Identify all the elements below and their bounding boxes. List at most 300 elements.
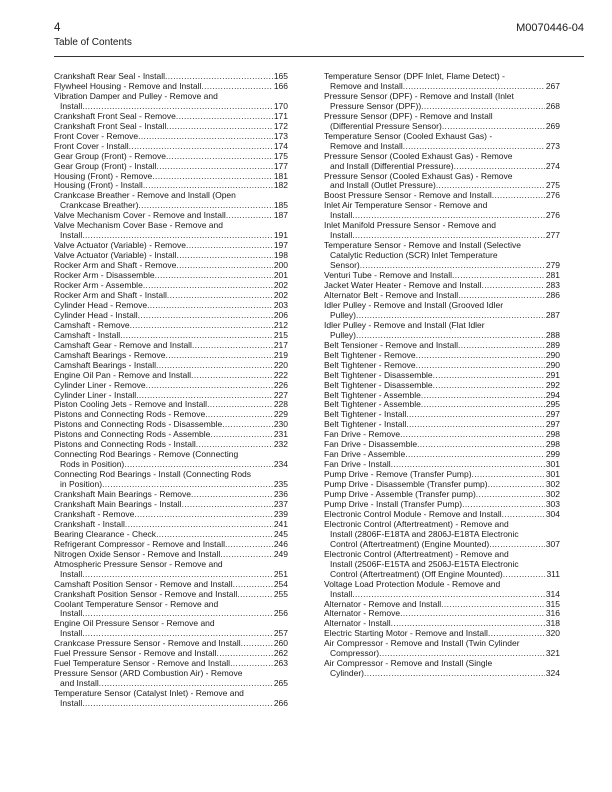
toc-page-number: 291 xyxy=(545,369,560,380)
toc-entry-title: Belt Tightener - Remove xyxy=(324,359,416,370)
toc-entry-title: Boost Pressure Sensor - Remove and Install xyxy=(324,190,492,201)
toc-entry-title: Crankshaft Main Bearings - Install xyxy=(54,498,182,509)
toc-entry-title: Rocker Arm and Shaft - Remove xyxy=(54,260,177,271)
toc-entry-title: Remove and Install xyxy=(330,140,403,151)
toc-entry-title: Front Cover - Install xyxy=(54,140,129,151)
dot-leader xyxy=(416,361,545,371)
toc-entry-title: Catalytic Reduction (SCR) Inlet Temperature xyxy=(330,250,498,261)
toc-entry[interactable] xyxy=(324,201,560,221)
toc-page-number: 191 xyxy=(273,230,288,241)
dot-leader xyxy=(192,341,273,351)
toc-entry-title: Pistons and Connecting Rods - Assemble xyxy=(54,429,211,440)
toc-page-number: 232 xyxy=(273,439,288,450)
toc-entry-title: and Install (Differential Pressure) xyxy=(330,160,454,171)
toc-page-number: 237 xyxy=(273,498,288,509)
toc-column-left xyxy=(54,72,288,709)
toc-page-number: 290 xyxy=(545,359,560,370)
toc-entry-title: Control (Aftertreatment) (Off Engine Mounted) xyxy=(330,568,503,579)
toc-column-right xyxy=(324,72,560,679)
dot-leader xyxy=(82,699,273,709)
toc-entry-title: Crankshaft - Install xyxy=(54,518,125,529)
toc-entry-title: Housing (Front) - Remove xyxy=(54,170,153,181)
toc-entry[interactable] xyxy=(324,112,560,132)
toc-page-number: 174 xyxy=(273,140,288,151)
toc-entry[interactable] xyxy=(324,172,560,192)
toc-entry-title: Crankshaft Position Sensor - Remove and Install xyxy=(54,588,238,599)
toc-entry-title: Rods in Position) xyxy=(60,459,125,470)
toc-page-number: 257 xyxy=(273,628,288,639)
toc-page-number: 298 xyxy=(545,429,560,440)
dot-leader xyxy=(476,490,545,500)
toc-page-number: 297 xyxy=(545,409,560,420)
toc-entry-title: Belt Tightener - Disassemble xyxy=(324,379,433,390)
toc-page-number: 260 xyxy=(273,638,288,649)
toc-page-number: 198 xyxy=(273,250,288,261)
toc-entry-title: Front Cover - Remove xyxy=(54,130,139,141)
toc-entry-title: Camshaft Bearings - Install xyxy=(54,359,157,370)
toc-entry-title: Refrigerant Compressor - Remove and Install xyxy=(54,538,226,549)
toc-page-number: 235 xyxy=(273,479,288,490)
toc-page-number: 230 xyxy=(273,419,288,430)
toc-entry[interactable] xyxy=(54,689,288,709)
toc-entry[interactable] xyxy=(54,221,288,241)
dot-leader xyxy=(166,152,273,162)
toc-entry-title: Engine Oil Pressure Sensor - Remove and xyxy=(54,618,215,629)
dot-leader xyxy=(458,341,545,351)
toc-page-number: 197 xyxy=(273,240,288,251)
toc-page-number: 295 xyxy=(545,399,560,410)
toc-entry-title: Rocker Arm and Shaft - Install xyxy=(54,289,167,300)
toc-entry[interactable] xyxy=(54,600,288,620)
toc-page-number: 275 xyxy=(545,180,560,191)
dot-leader xyxy=(167,291,273,301)
toc-entry-title: Crankcase Breather) xyxy=(60,200,139,211)
toc-page-number: 202 xyxy=(273,289,288,300)
toc-page-number: 187 xyxy=(273,210,288,221)
toc-page-number: 301 xyxy=(545,469,560,480)
dot-leader xyxy=(155,271,273,281)
dot-leader xyxy=(138,132,273,142)
toc-page-number: 283 xyxy=(545,280,560,291)
toc-page-number: 170 xyxy=(273,100,288,111)
toc-page-number: 217 xyxy=(273,339,288,350)
page-number: 4 xyxy=(54,22,61,34)
toc-entry-title: Install xyxy=(60,568,83,579)
dot-leader xyxy=(433,381,545,391)
toc-entry[interactable] xyxy=(324,550,560,580)
toc-entry-title: and Install xyxy=(60,678,99,689)
toc-page-number: 287 xyxy=(545,309,560,320)
toc-entry-title: Fuel Pressure Sensor - Remove and Install xyxy=(54,648,217,659)
dot-leader xyxy=(191,490,273,500)
toc-entry-title: Pump Drive - Disassemble (Transfer pump) xyxy=(324,479,488,490)
toc-entry[interactable] xyxy=(324,152,560,172)
toc-entry[interactable] xyxy=(324,520,560,550)
toc-page-number: 246 xyxy=(273,538,288,549)
toc-page-number: 265 xyxy=(273,678,288,689)
toc-page-number: 307 xyxy=(545,538,560,549)
dot-leader xyxy=(416,351,545,361)
dot-leader xyxy=(225,540,273,550)
toc-entry-title: Venturi Tube - Remove and Install xyxy=(324,270,453,281)
toc-entry-title: Belt Tightener - Assemble xyxy=(324,399,421,410)
dot-leader xyxy=(177,251,273,261)
dot-leader xyxy=(492,191,545,201)
toc-entry-title: Install xyxy=(60,608,83,619)
toc-page-number: 297 xyxy=(545,419,560,430)
dot-leader xyxy=(421,391,545,401)
toc-entry-title: Cylinder Liner - Install xyxy=(54,389,137,400)
toc-page-number: 229 xyxy=(273,409,288,420)
toc-entry-title: Install xyxy=(60,100,83,111)
toc-page-number: 239 xyxy=(273,508,288,519)
toc-page-number: 241 xyxy=(273,518,288,529)
toc-entry[interactable] xyxy=(324,92,560,112)
toc-page-number: 320 xyxy=(545,628,560,639)
toc-entry-title: Sensor) xyxy=(330,260,360,271)
toc-page-number: 303 xyxy=(545,498,560,509)
toc-entry-title: Belt Tightener - Disassemble xyxy=(324,369,433,380)
dot-leader xyxy=(481,281,544,291)
toc-page-number: 201 xyxy=(273,270,288,281)
toc-entry-title: Electric Starting Motor - Remove and Install xyxy=(324,628,488,639)
toc-entry-title: Install (2506F-E15TA and 2506J-E15TA Electronic xyxy=(330,558,519,569)
toc-entry-title: Pressure Sensor (DPF)) xyxy=(330,100,422,111)
toc-entry-title: Temperature Sensor (Cooled Exhaust Gas) - xyxy=(324,130,493,141)
dot-leader xyxy=(157,162,273,172)
toc-entry-title: Belt Tightener - Assemble xyxy=(324,389,421,400)
dot-leader xyxy=(237,590,273,600)
toc-page-number: 203 xyxy=(273,299,288,310)
toc-entry-title: Install xyxy=(330,588,353,599)
toc-page-number: 220 xyxy=(273,359,288,370)
dot-leader xyxy=(152,172,273,182)
toc-page-number: 299 xyxy=(545,449,560,460)
toc-entry-title: Install xyxy=(60,698,83,709)
toc-entry-title: Electronic Control (Aftertreatment) - Remove and xyxy=(324,548,509,559)
toc-page-number: 165 xyxy=(273,71,288,81)
toc-entry-title: Piston Cooling Jets - Remove and Install xyxy=(54,399,208,410)
toc-page-number: 231 xyxy=(273,429,288,440)
dot-leader xyxy=(405,450,545,460)
toc-entry-title: Pistons and Connecting Rods - Disassemble xyxy=(54,419,223,430)
toc-entry-title: Pulley) xyxy=(330,309,356,320)
dot-leader xyxy=(220,550,273,560)
toc-entry-title: Fuel Temperature Sensor - Remove and Install xyxy=(54,658,231,669)
toc-entry-title: Alternator Belt - Remove and Install xyxy=(324,289,459,300)
toc-entry-title: Camshaft Bearings - Remove xyxy=(54,349,166,360)
toc-entry-title: Gear Group (Front) - Install xyxy=(54,160,157,171)
toc-page-number: 256 xyxy=(273,608,288,619)
toc-page-number: 288 xyxy=(545,329,560,340)
toc-page-number: 177 xyxy=(273,160,288,171)
toc-page-number: 289 xyxy=(545,339,560,350)
toc-entry-title: Fan Drive - Remove xyxy=(324,429,401,440)
toc-entry-title: Fan Drive - Disassemble xyxy=(324,439,418,450)
toc-page-number: 318 xyxy=(545,618,560,629)
toc-entry-title: Pulley) xyxy=(330,329,356,340)
toc-page-number: 173 xyxy=(273,130,288,141)
toc-page-number: 166 xyxy=(273,80,288,91)
toc-entry-title: Cylinder) xyxy=(330,668,365,679)
toc-entry-title: Temperature Sensor (DPF Inlet, Flame Detect) - xyxy=(324,71,505,81)
toc-page-number: 226 xyxy=(273,379,288,390)
toc-page-number: 290 xyxy=(545,349,560,360)
document-id: M0070446-04 xyxy=(516,22,584,34)
toc-entry-title: Air Compressor - Remove and Install (Single xyxy=(324,658,493,669)
toc-entry-title: Camshaft - Remove xyxy=(54,319,130,330)
toc-entry[interactable] xyxy=(54,470,288,490)
toc-page-number: 286 xyxy=(545,289,560,300)
toc-page-number: 175 xyxy=(273,150,288,161)
toc-entry[interactable] xyxy=(324,659,560,679)
dot-leader xyxy=(233,580,273,590)
dot-leader xyxy=(138,311,273,321)
toc-entry-title: Temperature Sensor (Catalyst Inlet) - Remove and xyxy=(54,688,244,699)
toc-entry-title: Install xyxy=(330,210,353,221)
toc-entry-title: Engine Oil Pan - Remove and Install xyxy=(54,369,192,380)
toc-entry-title: Install xyxy=(330,230,353,241)
toc-entry-title: Pump Drive - Install (Transfer Pump) xyxy=(324,498,463,509)
dot-leader xyxy=(406,420,545,430)
toc-page-number: 314 xyxy=(545,588,560,599)
toc-entry[interactable] xyxy=(54,381,288,391)
toc-page-number: 279 xyxy=(545,260,560,271)
toc-entry-title: Remove and Install xyxy=(330,80,403,91)
toc-entry-title: Camshaft Position Sensor - Remove and Install xyxy=(54,578,233,589)
toc-entry-title: Valve Actuator (Variable) - Install xyxy=(54,250,177,261)
toc-page-number: 206 xyxy=(273,309,288,320)
toc-entry-title: Valve Mechanism Cover Base - Remove and xyxy=(54,220,223,231)
dot-leader xyxy=(433,371,545,381)
section-title: Table of Contents xyxy=(54,37,132,48)
toc-entry[interactable] xyxy=(324,221,560,241)
toc-entry-title: Alternator - Remove and Install xyxy=(324,598,442,609)
toc-entry-title: Crankshaft Rear Seal - Install xyxy=(54,71,166,81)
toc-page-number: 302 xyxy=(545,479,560,490)
toc-entry-title: Camshaft Gear - Remove and Install xyxy=(54,339,192,350)
toc-entry-title: Install xyxy=(60,230,83,241)
toc-entry-title: Pistons and Connecting Rods - Remove xyxy=(54,409,206,420)
toc-page-number: 251 xyxy=(273,568,288,579)
toc-entry-title: in Position) xyxy=(60,479,103,490)
toc-entry-title: Crankshaft Front Seal - Remove xyxy=(54,110,176,121)
toc-entry[interactable] xyxy=(54,191,288,211)
toc-entry-title: Cylinder Head - Install xyxy=(54,309,138,320)
toc-entry-title: Install (2806F-E18TA and 2806J-E18TA Electronic xyxy=(330,528,519,539)
toc-entry-title: Jacket Water Heater - Remove and Install xyxy=(324,280,482,291)
toc-entry-title: Compressor) xyxy=(330,648,380,659)
toc-page-number: 185 xyxy=(273,200,288,211)
toc-entry-title: Pump Drive - Remove (Transfer Pump) xyxy=(324,469,472,480)
dot-leader xyxy=(147,301,273,311)
toc-page-number: 315 xyxy=(545,598,560,609)
toc-page-number: 276 xyxy=(545,190,560,201)
toc-entry-title: Crankcase Pressure Sensor - Remove and Install xyxy=(54,638,241,649)
toc-entry-title: Temperature Sensor - Remove and Install (Selective xyxy=(324,240,522,251)
toc-entry[interactable] xyxy=(324,132,560,152)
toc-entry-title: Belt Tightener - Install xyxy=(324,409,407,420)
toc-page-number: 228 xyxy=(273,399,288,410)
toc-page-number: 245 xyxy=(273,528,288,539)
toc-entry-title: Pressure Sensor (Cooled Exhaust Gas) - Remove xyxy=(324,170,513,181)
toc-entry[interactable] xyxy=(324,381,560,391)
toc-entry[interactable] xyxy=(54,560,288,580)
toc-entry-title: Electronic Control (Aftertreatment) - Remove and xyxy=(324,518,509,529)
dot-leader xyxy=(488,480,545,490)
toc-page-number: 321 xyxy=(545,648,560,659)
toc-entry-title: Fan Drive - Install xyxy=(324,459,391,470)
toc-entry-title: Crankcase Breather - Remove and Install (Open xyxy=(54,190,236,201)
dot-leader xyxy=(176,261,272,271)
toc-page-number: 266 xyxy=(273,698,288,709)
toc-page-number: 269 xyxy=(545,120,560,131)
toc-entry-title: Idler Pulley - Remove and Install (Flat Idler xyxy=(324,319,485,330)
toc-entry[interactable] xyxy=(324,72,560,92)
toc-entry-title: Air Compressor - Remove and Install (Twin Cylinder xyxy=(324,638,520,649)
toc-page-number: 294 xyxy=(545,389,560,400)
toc-page-number: 276 xyxy=(545,210,560,221)
toc-page-number: 311 xyxy=(546,568,560,579)
toc-entry-title: Cylinder Head - Remove xyxy=(54,299,148,310)
toc-entry-title: Belt Tensioner - Remove and Install xyxy=(324,339,459,350)
toc-page-number: 222 xyxy=(273,369,288,380)
dot-leader xyxy=(503,570,546,580)
toc-page-number: 262 xyxy=(273,648,288,659)
dot-leader xyxy=(134,510,273,520)
dot-leader xyxy=(406,410,545,420)
toc-entry-title: Gear Group (Front) - Remove xyxy=(54,150,166,161)
toc-entry[interactable] xyxy=(54,450,288,470)
toc-entry[interactable] xyxy=(324,301,560,321)
toc-entry-title: Rocker Arm - Assemble xyxy=(54,280,143,291)
toc-entry[interactable] xyxy=(54,619,288,639)
toc-page-number: 304 xyxy=(545,508,560,519)
toc-entry-title: Connecting Rod Bearings - Remove (Connecting xyxy=(54,449,239,460)
toc-entry-title: Idler Pulley - Remove and Install (Grooved Idler xyxy=(324,299,504,310)
toc-page-number: 316 xyxy=(545,608,560,619)
dot-leader xyxy=(364,669,545,679)
toc-page-number: 301 xyxy=(545,459,560,470)
toc-entry-title: Voltage Load Protection Module - Remove and xyxy=(324,578,501,589)
toc-page-number: 298 xyxy=(545,439,560,450)
toc-page-number: 267 xyxy=(545,80,560,91)
dot-leader xyxy=(130,321,273,331)
toc-page-number: 171 xyxy=(273,110,288,121)
toc-page-number: 236 xyxy=(273,489,288,500)
dot-leader xyxy=(176,112,273,122)
toc-page-number: 255 xyxy=(273,588,288,599)
toc-page-number: 263 xyxy=(273,658,288,669)
dot-leader xyxy=(241,639,273,649)
toc-entry-title: Crankshaft Main Bearings - Remove xyxy=(54,489,192,500)
toc-entry-title: Cylinder Liner - Remove xyxy=(54,379,146,390)
toc-entry[interactable] xyxy=(54,669,288,689)
dot-leader xyxy=(421,400,545,410)
toc-entry-title: Pressure Sensor (DPF) - Remove and Install xyxy=(324,110,493,121)
toc-page-number: 281 xyxy=(545,270,560,281)
dot-leader xyxy=(441,600,545,610)
toc-entry-title: Fan Drive - Assemble xyxy=(324,449,406,460)
toc-entry[interactable] xyxy=(324,321,560,341)
toc-entry-title: Rocker Arm - Disassemble xyxy=(54,270,155,281)
dot-leader xyxy=(186,241,273,251)
toc-page-number: 274 xyxy=(545,160,560,171)
toc-entry-title: Atmospheric Pressure Sensor - Remove and xyxy=(54,558,223,569)
toc-page-number: 234 xyxy=(273,459,288,470)
toc-entry-title: Alternator - Remove xyxy=(324,608,401,619)
toc-page-number: 254 xyxy=(273,578,288,589)
toc-page-number: 268 xyxy=(545,100,560,111)
toc-entry-title: and Install (Outlet Pressure) xyxy=(330,180,436,191)
toc-entry-title: Connecting Rod Bearings - Install (Connecting Rods xyxy=(54,469,252,480)
dot-leader xyxy=(210,430,272,440)
dot-leader xyxy=(182,500,273,510)
toc-entry-title: Flywheel Housing - Remove and Install xyxy=(54,80,202,91)
toc-page-number: 181 xyxy=(273,170,288,181)
dot-leader xyxy=(166,122,272,132)
toc-entry[interactable] xyxy=(324,639,560,659)
toc-entry-title: Nitrogen Oxide Sensor - Remove and Install xyxy=(54,548,221,559)
toc-entry-title: Pressure Sensor (Cooled Exhaust Gas) - Remove xyxy=(324,150,513,161)
toc-page-number: 292 xyxy=(545,379,560,390)
toc-entry-title: Pump Drive - Assemble (Transfer pump) xyxy=(324,489,476,500)
header-divider xyxy=(54,56,584,57)
toc-page-number: 200 xyxy=(273,260,288,271)
toc-entry-title: Valve Actuator (Variable) - Remove xyxy=(54,240,186,251)
toc-page-number: 302 xyxy=(545,489,560,500)
toc-entry-title: Camshaft - Install xyxy=(54,329,121,340)
toc-entry-title: Pressure Sensor (ARD Combustion Air) - Remove xyxy=(54,668,243,679)
toc-entry-title: Valve Mechanism Cover - Remove and Install xyxy=(54,210,226,221)
toc-entry-title: Inlet Manifold Pressure Sensor - Remove and xyxy=(324,220,496,231)
toc-entry-title: Install xyxy=(60,628,83,639)
toc-page-number: 227 xyxy=(273,389,288,400)
toc-entry-title: Bearing Clearance - Check xyxy=(54,528,157,539)
toc-entry-title: Inlet Air Temperature Sensor - Remove and xyxy=(324,200,488,211)
toc-entry-title: Alternator - Install xyxy=(324,618,391,629)
dot-leader xyxy=(166,351,273,361)
toc-page-number: 172 xyxy=(273,120,288,131)
toc-entry-title: Coolant Temperature Sensor - Remove and xyxy=(54,598,219,609)
toc-page-number: 277 xyxy=(545,230,560,241)
toc-entry-title: Crankshaft Front Seal - Install xyxy=(54,120,167,131)
toc-entry-title: Housing (Front) - Install xyxy=(54,180,143,191)
toc-entry-title: Belt Tightener - Install xyxy=(324,419,407,430)
toc-entry-title: Belt Tightener - Remove xyxy=(324,349,416,360)
toc-entry[interactable] xyxy=(324,241,560,271)
toc-page-number: 273 xyxy=(545,140,560,151)
dot-leader xyxy=(146,381,273,391)
dot-leader xyxy=(400,609,545,619)
toc-entry-title: Pressure Sensor (DPF) - Remove and Install (Inlet xyxy=(324,90,514,101)
dot-leader xyxy=(417,440,545,450)
toc-entry[interactable] xyxy=(324,580,560,600)
dot-leader xyxy=(191,371,273,381)
toc-entry-title: Crankshaft - Remove xyxy=(54,508,135,519)
dot-leader xyxy=(222,420,273,430)
toc-entry-title: Pistons and Connecting Rods - Install xyxy=(54,439,196,450)
toc-page-number: 202 xyxy=(273,280,288,291)
dot-leader xyxy=(226,211,273,221)
toc-entry-title: (Differential Pressure Sensor) xyxy=(330,120,442,131)
toc-page-number: 219 xyxy=(273,349,288,360)
dot-leader xyxy=(400,430,545,440)
toc-entry[interactable] xyxy=(54,92,288,112)
toc-page-number: 215 xyxy=(273,329,288,340)
toc-page-number: 212 xyxy=(273,319,288,330)
toc-page-number: 182 xyxy=(273,180,288,191)
